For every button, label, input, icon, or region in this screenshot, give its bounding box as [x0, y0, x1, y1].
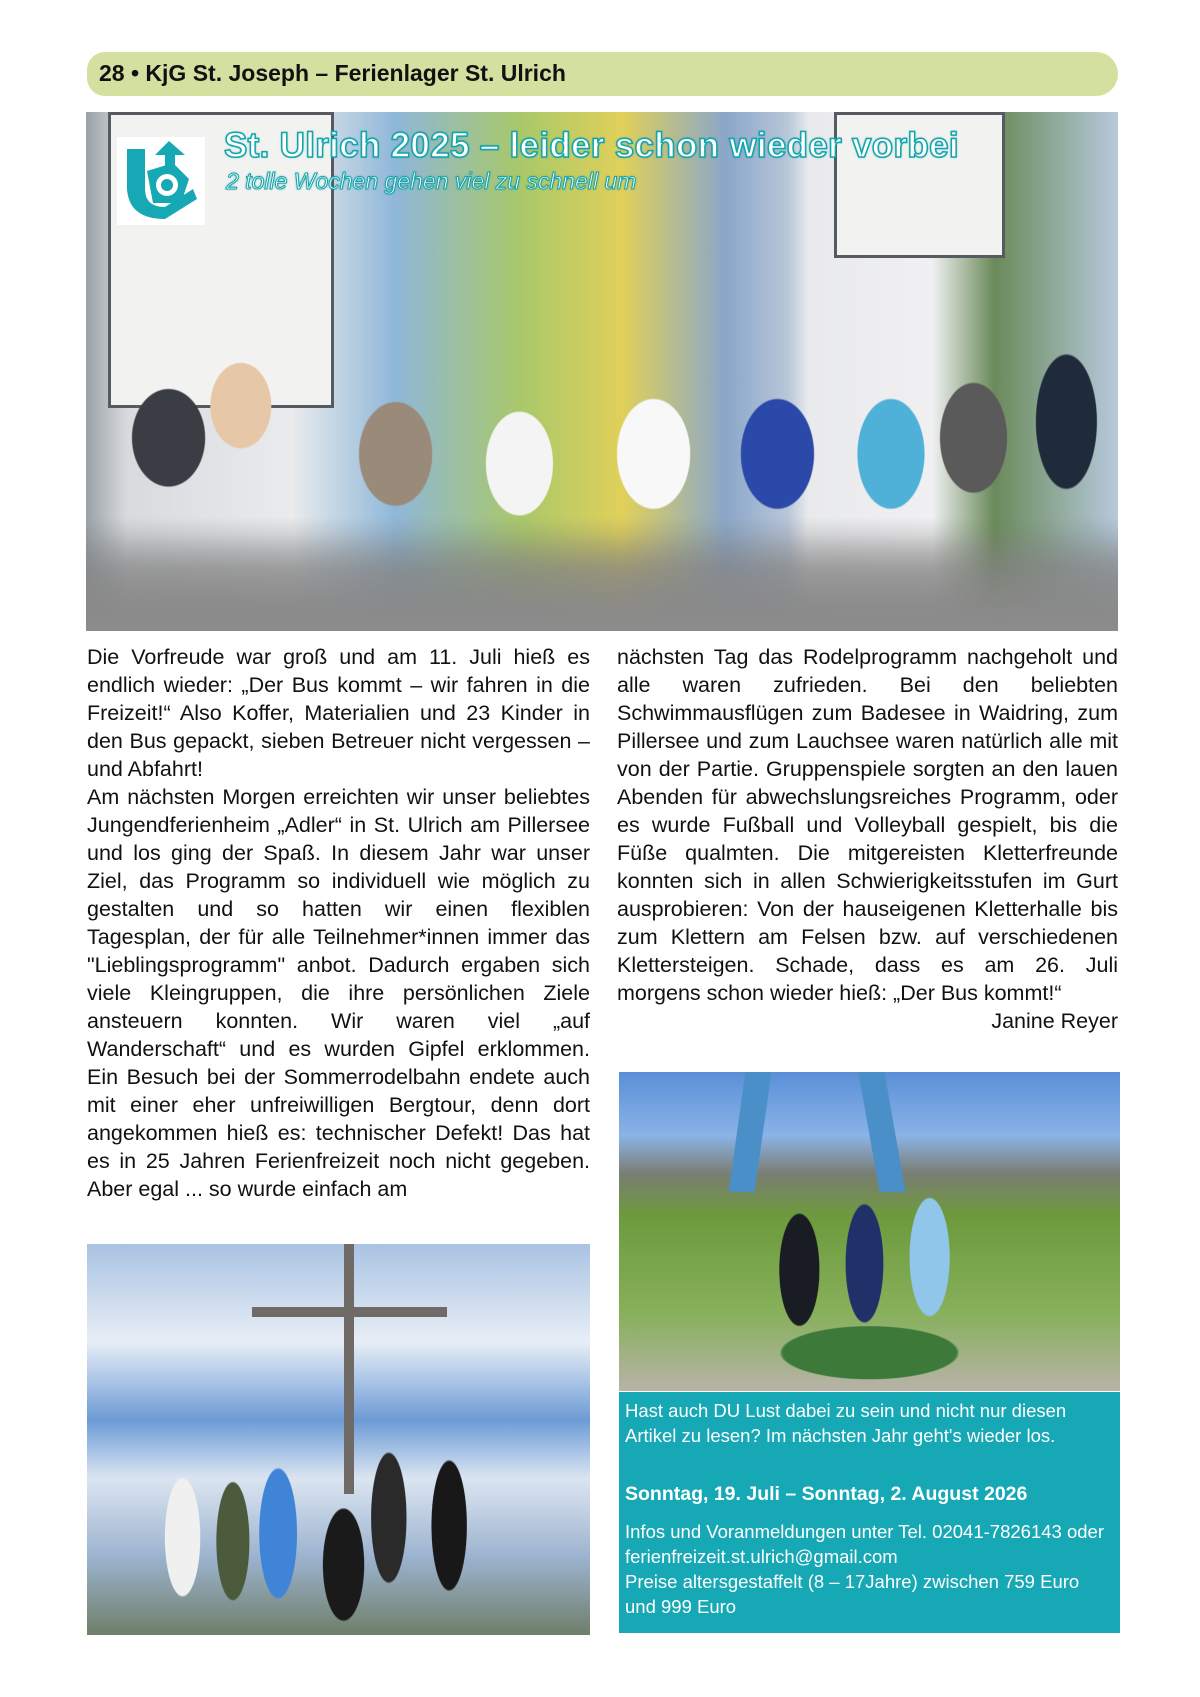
group-of-children	[86, 309, 1118, 631]
photo-headline: St. Ulrich 2025 – leider schon wieder vorbei	[224, 126, 959, 165]
article-column-left	[87, 643, 590, 1203]
summit-cross-photo	[87, 1244, 590, 1635]
article-author: Janine Reyer	[991, 1009, 1118, 1033]
page-header-title: 28 • KjG St. Joseph – Ferienlager St. Ulrich	[99, 60, 566, 86]
group-photo	[86, 112, 1118, 631]
info-intro: Hast auch DU Lust dabei zu sein und nicht nur diesen Artikel zu lesen? Im nächsten Jahr geht's wieder los.	[625, 1400, 1067, 1446]
info-dates: Sonntag, 19. Juli – Sonntag, 2. August 2026	[625, 1483, 1028, 1505]
article-paragraph: Am nächsten Morgen erreichten wir unser beliebtes Jungendferienheim „Adler“ in St. Ulrich am Pillersee und los ging der Spaß. In diesem Jahr war unser Ziel, das Programm so individuell wie möglich zu gestalten und so hatten wir einen flexiblen Tagesplan, der für alle Teilnehmer*innen immer das "Lieblingsprogramm" anbot. Dadurch ergaben sich viele Kleingruppen, die ihre persönlichen Ziele ansteuern konnten. Wir waren viel „auf Wanderschaft“ und es wurden Gipfel erklommen. Ein Besuch bei der Sommerrodelbahn endete auch mit einer eher unfreiwilligen Bergtour, denn dort angekommen hieß es: technischer Defekt! Das hat es in 25 Jahren Ferienfreizeit noch nicht gegeben. Aber egal ... so wurde einfach am	[87, 785, 590, 1201]
summit-cross	[344, 1244, 354, 1494]
arch-right	[858, 1072, 905, 1192]
article-paragraph: nächsten Tag das Rodelprogramm nachgeholt und alle waren zufrieden. Bei den beliebten Schwimmausflügen zum Badesee in Waidring, zum Pillersee und zum Lauchsee waren natürlich alle mit von der Partie. Gruppenspiele sorgten an den lauen Abenden für abwechslungsreiches Programm, oder es wurde Fußball und Volleyball gespielt, bis die Füße qualmten. Die mitgereisten Kletterfreunde konnten sich in allen Schwierigkeitsstufen im Gurt ausprobieren: Von der hauseigenen Kletterhalle bis zum Klettern am Felsen bzw. auf verschiedenen Klettersteigen. Schade, dass es am 26. Juli morgens schon wieder hieß: „Der Bus kommt!“	[617, 645, 1118, 1005]
price-line: Preise altersgestaffelt (8 – 17Jahre) zwischen 759 Euro und 999 Euro	[625, 1571, 1080, 1617]
registration-info-box	[619, 1392, 1120, 1633]
page-header-band	[87, 52, 1118, 96]
info-contact	[625, 1519, 1115, 1619]
article-paragraph: Die Vorfreude war groß und am 11. Juli hieß es endlich wieder: „Der Bus kommt – wir fahren in die Freizeit!“ Also Koffer, Materialien und 23 Kinder in den Bus gepackt, sieben Betreuer nicht vergessen – und Abfahrt!	[87, 645, 590, 781]
kjg-logo-icon	[117, 137, 205, 225]
contact-line: Infos und Voranmeldungen unter Tel. 02041-7826143 oder ferienfreizeit.st.ulrich@gmail.com	[625, 1521, 1104, 1567]
article-column-right	[617, 643, 1118, 1035]
summit-cross-beam	[252, 1307, 447, 1317]
dinosaur-photo	[619, 1072, 1120, 1391]
photo-subheadline: 2 tolle Wochen gehen viel zu schnell um	[226, 168, 637, 194]
arch-left	[729, 1072, 772, 1192]
